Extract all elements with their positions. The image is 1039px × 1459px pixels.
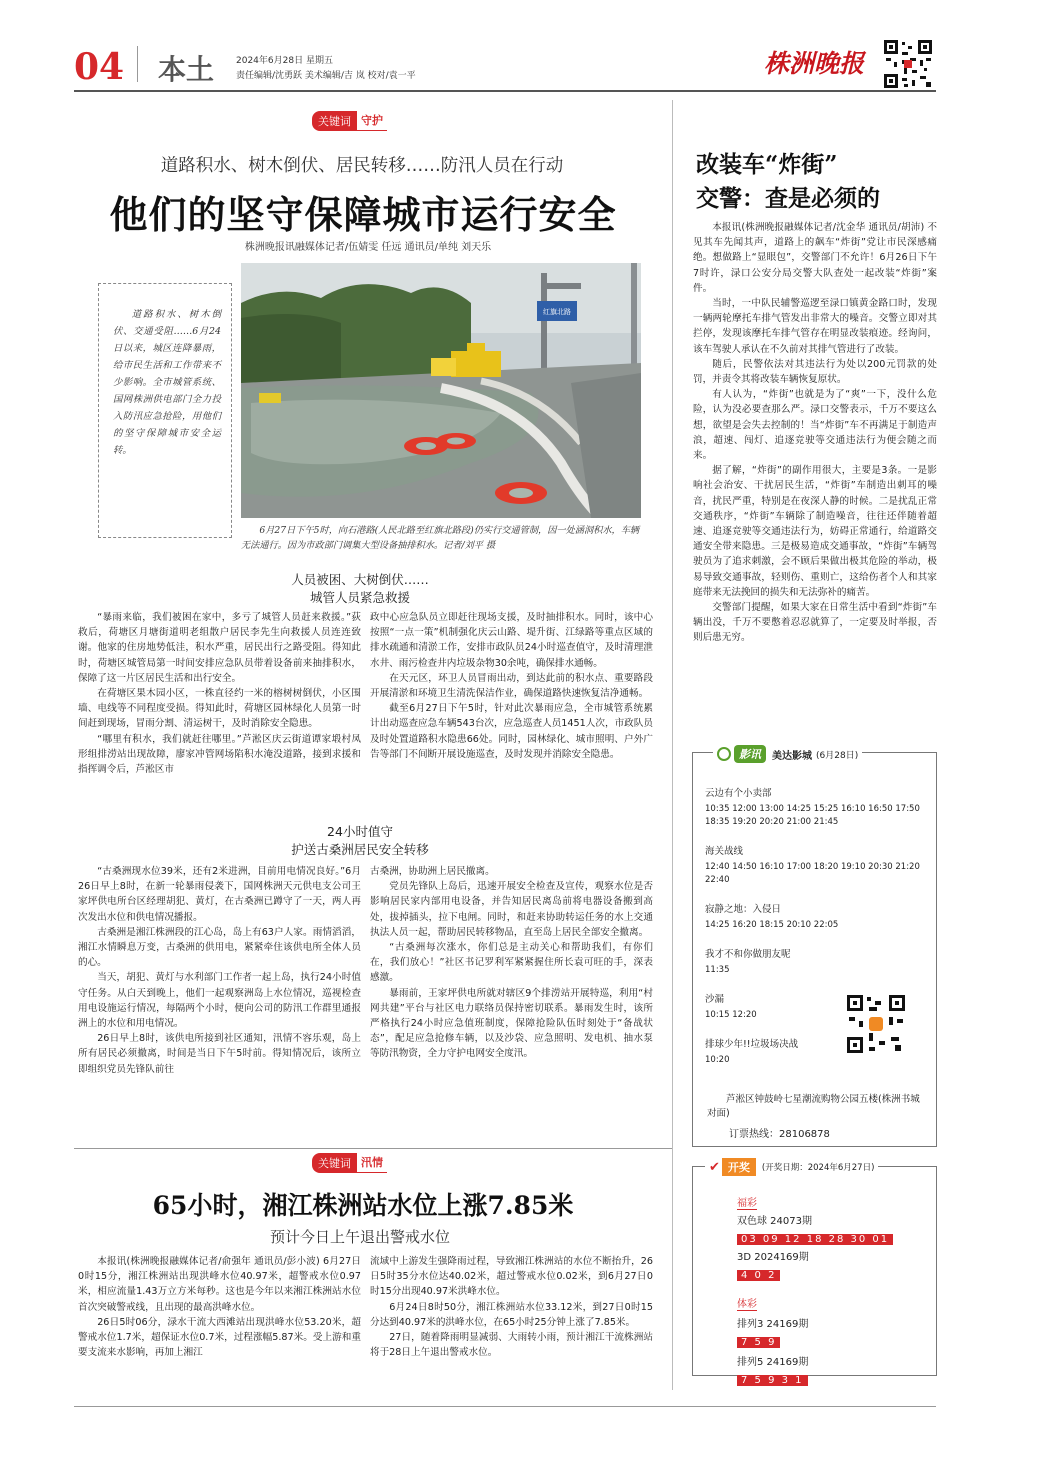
film-name: 海关战线 (705, 846, 744, 857)
pl5-label: 排列5 24169期 (737, 1357, 809, 1368)
story2-headline-line2: 交警：查是必须的 (696, 185, 880, 212)
story1-keyword-tag (312, 110, 387, 131)
column-divider (672, 100, 673, 1390)
story1-sub1-col1 (78, 610, 361, 777)
story1-photo (241, 263, 641, 518)
paragraph: 党员先锋队上岛后，迅速开展安全检查及宣传，观察水位是否影响居民家内部用电设备，并告知居民离岛前将电器设备搬到高处，拔掉插头，拉下电闸。同时，和赶来协助转运任务的水上交通执法人员一起，帮助居民转移物品，直至岛上居民全部安全撤离。 (370, 881, 653, 938)
header-divider (137, 46, 138, 82)
story1-byline: 株洲晚报讯融媒体记者/伍婧雯 任远 通讯员/单纯 刘天乐 (244, 242, 492, 253)
film-times: 10:20 (705, 1055, 730, 1065)
cinema-address: 芦淞区钟鼓岭七星潮流购物公园五楼(株洲书城对面) (707, 1094, 920, 1119)
section-title: 本土 (158, 53, 215, 86)
welfare-label: 福彩 (737, 1194, 757, 1210)
pl3-numbers: 7 5 9 (737, 1337, 780, 1348)
issue-date: 2024年6月28日 星期五 (236, 56, 333, 66)
film-name: 排球少年!!垃圾场决战 (705, 1039, 799, 1050)
film-item (705, 901, 930, 932)
paragraph: “哪里有积水，我们就赶往哪里。”芦淞区庆云街道谭家塅村凤形组排涝站出现故障，廖家冲管网场陷积水淹没道路，接到求援和指挥调令后，芦淞区市 (78, 733, 361, 776)
paragraph: 据了解，“炸街”的副作用很大，主要是3条。一是影响社会治安、干扰居民生活，“炸街”车制造出刺耳的噪音，扰民严重，特别是在夜深人静的时候。二是扰乱正常交通秩序，“炸街”车辆除了制造噪音，往往还伴随着超速、追逐竞驶等交通违法行为，妨碍正常通行，给道路交通安全带来隐患。三是极易造成交通事故，“炸街”车辆驾驶员为了追求刺激，会不顾后果做出极其危险的举动，极易导致交通事故，轻则伤、重则亡，这给伤者个人和其家庭带来无法挽回的损失和无法弥补的痛苦。 (693, 465, 937, 598)
cinema-listing-box (692, 748, 937, 1147)
film-name: 云边有个小卖部 (705, 788, 772, 799)
paragraph: 随后，民警依法对其违法行为处以200元罚款的处罚，并责令其将改装车辆恢复原状。 (693, 358, 937, 386)
film-times: 10:35 12:00 13:00 14:25 15:25 16:10 16:50 17:50 18:35 19:20 20:20 21:00 21:45 (705, 804, 920, 827)
film-name: 沙漏 (705, 994, 725, 1005)
story1-subhead2-line1: 24小时值守 (327, 824, 393, 839)
story3-col1 (78, 1254, 361, 1360)
masthead-logo: 株洲晚报 (764, 49, 865, 78)
film-times: 12:40 14:50 16:10 17:00 18:20 19:10 20:30 21:20 22:40 (705, 862, 920, 885)
paragraph: 古桑洲是湘江株洲段的江心岛，岛上有63户人家。雨情滔滔，湘江水情瞬息万变，古桑洲的供用电，紧紧牵住该供电所全体人员的心。 (78, 926, 361, 969)
paragraph: 在荷塘区果木园小区，一株直径约一米的榕树树倒伏，小区围墙、电线等不同程度受损。得知此时，荷塘区园林绿化人员第一时间赶到现场，冒雨分割、清运树干，及时消除安全隐患。 (78, 688, 361, 730)
keyword-value: 守护 (357, 110, 387, 131)
story1-photo-caption: 6月27日下午5时，向石港路(人民北路至红旗北路段)仍实行交通管制，因一处涵洞积水，车辆无法通行。因为市政部门调集大型设备抽排积水。记者/刘平 摄 (241, 525, 640, 551)
story3-headline: 65小时，湘江株洲站水位上涨7.85米 (152, 1191, 574, 1220)
paragraph: 古桑洲，协助洲上居民撤离。 (370, 866, 495, 877)
fc3d-label: 3D 2024169期 (737, 1252, 809, 1263)
pl5-numbers: 7 5 9 3 1 (737, 1375, 808, 1386)
footer-rule (74, 1406, 936, 1407)
keyword-label: 关键词 (312, 111, 357, 131)
film-item (705, 946, 930, 977)
paragraph: 本报讯(株洲晚报融媒体记者/俞强年 通讯员/彭小波) 6月27日0时15分，湘江株洲站出现洪峰水位40.97米，超警戒水位0.97米，相应流量1.43万立方米每秒。这也是今年以来湘江株洲站水位首次突破警戒线，且出现的最高洪峰水位。 (78, 1256, 361, 1313)
lottery-date: (开奖日期：2024年6月27日) (761, 1163, 875, 1173)
paragraph: 6月24日8时50分，湘江株洲站水位33.12米，到27日0时15分达到40.97米的洪峰水位，在65小时25分钟上涨了7.85米。 (370, 1301, 653, 1328)
paragraph: “古桑洲现水位39米，还有2米进洲，目前用电情况良好。”6月26日早上8时，在新一轮暴雨侵袭下，国网株洲天元供电支公司王家坪供电所台区经理胡犯、黄灯，在古桑洲已蹲守了一天，两人再次发出水位和供电情况播报。 (78, 866, 361, 923)
lottery-title: 开奖 (722, 1158, 756, 1176)
film-item (705, 843, 930, 887)
photo-sign-text: 红旗北路 (543, 308, 571, 316)
paragraph: 有人认为，“炸街”也就是为了“爽”一下，没什么危险，认为没必要查那么严。渌口交警表示，千万不要这么想，欲望是会失去控制的！当“炸街”车不再满足于制造声浪，超速、闯灯、追逐竞驶等交通违法行为便会随之而来。 (693, 389, 937, 462)
story2-body (693, 220, 937, 646)
ssq-numbers: 03 09 12 18 28 30 01 (737, 1234, 893, 1245)
film-times: 10:15 12:20 (705, 1010, 757, 1020)
cinema-title: 美达影城 (772, 750, 812, 762)
editors-line: 责任编辑/沈勇跃 美术编辑/吉 岚 校对/袁一平 (236, 71, 416, 81)
check-icon: ✔ (709, 1159, 720, 1175)
story1-summary: 道路积水、树木倒伏、交通受阻……6月24日以来，城区连降暴雨，给市民生活和工作带来不少影响。全市城管系统、国网株洲供电部门全力投入防汛应急抢险，用他们的坚守保障城市安全运转。 (113, 309, 221, 456)
story3-col2 (370, 1254, 653, 1360)
cinema-qr-code (845, 993, 907, 1055)
fc3d-numbers: 4 0 2 (737, 1270, 780, 1281)
lottery-box (692, 1159, 937, 1386)
film-item (705, 785, 930, 829)
keyword-value: 汛情 (357, 1152, 387, 1173)
paragraph: 流域中上游发生强降雨过程，导致湘江株洲站的水位不断抬升，26日5时35分水位达40.02米，超过警戒水位0.02米，到6月27日0时15分出现40.97米洪峰水位。 (370, 1256, 653, 1298)
story3-subhead: 预计今日上午退出警戒水位 (269, 1228, 450, 1246)
story2-headline-line1: 改装车“炸街” (696, 151, 838, 178)
paragraph: 当时，一中队民辅警巡逻至渌口镇黄金路口时，发现一辆两轮摩托车排气管发出非常大的噪音。交警立即对其拦停，发现该摩托车排气管存在明显改装痕迹。经询问，该车驾驶人承认在不久前对其排气管进行了改装。 (693, 298, 937, 355)
film-name: 寂静之地：入侵日 (705, 904, 782, 915)
film-name: 我才不和你做朋友呢 (705, 949, 791, 960)
paragraph: 当天，胡犯、黄灯与水利部门工作者一起上岛，执行24小时值守任务。从白天到晚上，他们一起观察洲岛上水位情况，巡视检查用电设施运行情况，每隔两个小时，便向公司的防汛工作群里通报洲上的水位和用电情况。 (78, 972, 361, 1030)
paragraph: “古桑洲每次涨水，你们总是主动关心和帮助我们，有你们在，我们放心！”社区书记罗利军紧紧握住所长袁可旺的手，深表感激。 (370, 942, 653, 984)
paragraph: 截至6月27日下午5时，针对此次暴雨应急，全市城管系统累计出动巡查应急车辆543台次，应急巡查人员1451人次，市政队员及时处置道路积水隐患66处。同时，园林绿化、城市照明、户外广告等部门不间断开展设施巡查，及时发现并消除安全隐患。 (370, 703, 653, 760)
paragraph: 政中心应急队员立即赶往现场支援，及时抽排积水。同时，该中心按照“一点一策”机制强化庆云山路、堤升街、江绿路等重点区域的排水疏通和清淤工作，安排市政队员24小时巡查值守，及时清理泄水井、雨污检查井内垃圾杂物30余吨，确保排水通畅。 (370, 612, 653, 669)
story1-sub1-col2 (370, 610, 653, 762)
pl3-label: 排列3 24169期 (737, 1319, 809, 1330)
keyword-label: 关键词 (312, 1153, 357, 1173)
paragraph: 本报讯(株洲晚报融媒体记者/沈金华 通讯员/胡沛) 不见其车先闻其声，道路上的飙车“炸街”党让市民深感痛绝。想做路上“显眼包”，交警部门不允许！6月26日下午7时许，渌口公安分局交警大队查处一起改装“炸街”案件。 (693, 222, 937, 294)
ssq-label: 双色球 24073期 (737, 1216, 812, 1227)
paragraph: 26日早上8时，该供电所接到社区通知，汛情不容乐观，岛上所有居民必须撤离，时间是当日下午5时前。得知情况后，该所立即组织党员先锋队前往 (78, 1033, 361, 1075)
story3-keyword-tag (312, 1152, 387, 1173)
paragraph: 在天元区，环卫人员冒雨出动，到达此前的积水点、重要路段开展清淤和环境卫生清洗保洁作业，确保道路快速恢复洁净通畅。 (370, 672, 653, 700)
story3-top-rule (74, 1148, 672, 1149)
film-times: 14:25 16:20 18:15 20:10 22:05 (705, 920, 839, 930)
qr-code (882, 38, 934, 90)
sports-label: 体彩 (737, 1295, 757, 1311)
paragraph: 交警部门提醒，如果大家在日常生活中看到“炸街”车辆出没，千万不要憋着忍忍就算了，一定要及时举报，否则后患无穷。 (693, 602, 937, 644)
story1-subhead1-line1: 人员被困、大树倒伏…… (291, 572, 429, 587)
story1-sub2-col2 (370, 864, 653, 1062)
film-reel-icon (717, 747, 731, 761)
cinema-hotline: 订票热线：28106878 (729, 1129, 830, 1140)
page-number: 04 (74, 46, 125, 88)
header-rule (74, 90, 936, 92)
paragraph: 暴雨前，王家坪供电所就对辖区9个排涝站开展特巡，利用“村网共建”平台与社区电力联络员保持密切联系。暴雨发生时，该所严格执行24小时应急值班制度，保障抢险队伍时刻处于“备战状态”，配足应急抢修车辆，以及沙袋、应急照明、发电机、抽水泵等防汛物资，全力守护电网安全度汛。 (370, 987, 653, 1060)
story1-summary-box (98, 283, 232, 538)
cinema-date: (6月28日) (816, 750, 859, 761)
story1-subhead2-line2: 护送古桑洲居民安全转移 (291, 842, 429, 857)
paragraph: “暴雨来临，我们被困在家中，多亏了城管人员赶来救援。”荻救后，荷塘区月塘街道明老组散户居民李先生向救援人员连连致谢。他家的住房地势低洼，积水严重，居民出行之路受阻。得知此时，荷塘区城管局第一时间安排应急队员带着设备前来抽排积水，保障了这一片区居民生活和出行安全。 (78, 612, 361, 684)
film-times: 11:35 (705, 965, 730, 975)
story1-subhead1-line2: 城管人员紧急救援 (309, 590, 410, 605)
story1-headline: 他们的坚守保障城市运行安全 (109, 193, 617, 237)
story1-sub2-col1 (78, 864, 361, 1077)
paragraph: 26日5时06分，渌水干流大西滩站出现洪峰水位53.20米，超警戒水位1.7米，超保证水位0.7米，过程涨幅5.87米。受上游和重要支流来水影响，再加上湘江 (78, 1316, 361, 1359)
cinema-logo: 影讯 (734, 745, 766, 763)
paragraph: 27日，随着降雨明显减弱、大雨转小雨，预计湘江干流株洲站将于28日上午退出警戒水位。 (370, 1332, 653, 1359)
story1-kicker: 道路积水、树木倒伏、居民转移……防汛人员在行动 (160, 156, 564, 176)
